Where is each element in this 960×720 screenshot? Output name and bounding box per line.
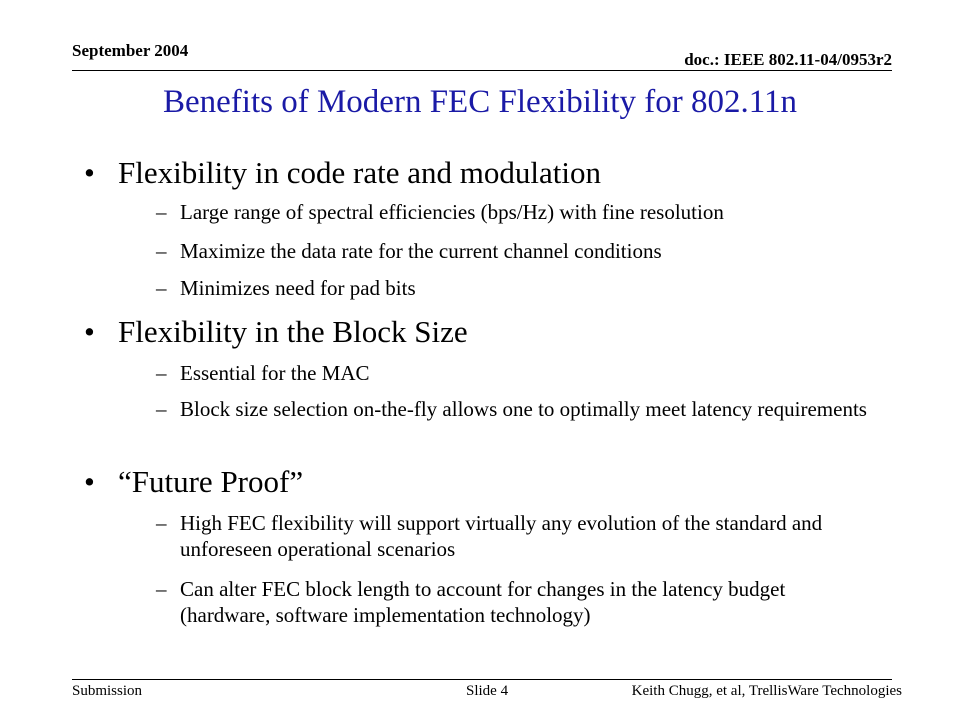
sub-bullet-text: Minimizes need for pad bits bbox=[180, 276, 416, 300]
footer-authors: Keith Chugg, et al, TrellisWare Technologies bbox=[631, 683, 902, 699]
bullet-text: Flexibility in code rate and modulation bbox=[118, 155, 601, 190]
footer-slide-number: Slide 4 bbox=[466, 683, 509, 699]
bullet-marker: • bbox=[84, 464, 95, 499]
sub-bullet-text: Maximize the data rate for the current channel conditions bbox=[180, 239, 662, 263]
sub-bullet-marker: – bbox=[156, 200, 167, 224]
footer-divider bbox=[72, 679, 892, 680]
bullet-marker: • bbox=[84, 155, 95, 190]
header-doc-id: doc.: IEEE 802.11-04/0953r2 bbox=[684, 50, 892, 69]
sub-bullet-text: Can alter FEC block length to account for changes in the latency budget (hardware, software implementation technology) bbox=[180, 577, 786, 627]
header-divider bbox=[72, 70, 892, 71]
header-date: September 2004 bbox=[72, 41, 189, 60]
bullet-text: “Future Proof” bbox=[118, 464, 304, 499]
sub-bullet-marker: – bbox=[156, 361, 167, 385]
bullet-marker: • bbox=[84, 314, 95, 349]
sub-bullet-marker: – bbox=[156, 397, 167, 421]
sub-bullet-marker: – bbox=[156, 276, 167, 300]
sub-bullet-text: Large range of spectral efficiencies (bps/Hz) with fine resolution bbox=[180, 200, 724, 224]
sub-bullet-marker: – bbox=[156, 511, 167, 535]
footer-submission: Submission bbox=[72, 683, 143, 699]
slide-title: Benefits of Modern FEC Flexibility for 802.11n bbox=[163, 84, 797, 120]
sub-bullet-text: Block size selection on-the-fly allows one to optimally meet latency requirements bbox=[180, 397, 867, 421]
sub-bullet-text: High FEC flexibility will support virtually any evolution of the standard and unforeseen operational scenarios bbox=[180, 511, 823, 561]
sub-bullet-text: Essential for the MAC bbox=[180, 361, 370, 385]
sub-bullet-marker: – bbox=[156, 239, 167, 263]
bullet-text: Flexibility in the Block Size bbox=[118, 314, 468, 349]
sub-bullet-marker: – bbox=[156, 577, 167, 601]
